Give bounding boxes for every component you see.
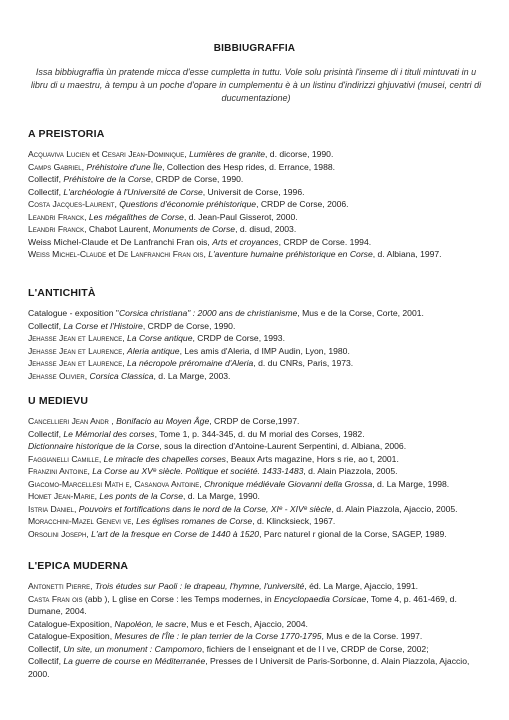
- entry-text: ,: [87, 466, 93, 476]
- entry-publication: , CRDP de Corse, 2006.: [256, 199, 349, 209]
- entry-coauthor: Casanova Antoine: [134, 478, 200, 489]
- bibliography-entry: [28, 345, 484, 358]
- entry-text: (abb ), L glise en Corse : les Temps modernes, in: [82, 593, 275, 604]
- entry-publication: , CRDP de Corse,1997.: [209, 416, 300, 426]
- entry-title: Dictionnaire historique de la Corse: [28, 441, 160, 451]
- entry-publication: , Tome 4, p. 461-469, d. Dumane, 2004.: [28, 593, 457, 616]
- section-preistoria: [28, 128, 484, 261]
- entry-text: Catalogue-Exposition,: [28, 631, 115, 641]
- entry-text: ,: [111, 416, 117, 426]
- entry-publication: , d. La Marge, 1998.: [372, 478, 450, 489]
- entry-title: Les églises romanes de Corse: [136, 516, 253, 526]
- entry-title: Lumières de granite: [189, 149, 266, 159]
- entry-title: La nécropole préromaine d'Aleria: [127, 358, 254, 368]
- entry-title: La Corse et l'Histoire: [63, 320, 143, 331]
- entry-author: Weiss Michel-Claude: [28, 249, 107, 259]
- bibliography-entry: [28, 428, 484, 441]
- entry-author: Istria Daniel: [28, 503, 74, 514]
- bibliography-entry: [28, 415, 484, 428]
- entry-text: Collectif,: [28, 643, 64, 654]
- bibliography-entry: [28, 490, 484, 503]
- entry-title: Le miracle des chapelles corses: [103, 453, 226, 464]
- entry-publication: , Mus e de la Corse. 1997.: [321, 631, 423, 641]
- entry-title: Préhistoire de la Corse: [63, 174, 151, 184]
- entry-author: Acquaviva Lucien: [28, 149, 90, 159]
- entry-text: ,: [131, 516, 137, 526]
- entry-text: Catalogue - exposition ": [28, 308, 119, 318]
- entry-title: L'art de la fresque en Corse de 1440 à 1520: [91, 528, 260, 539]
- entry-title: Napoléon, le sacre: [114, 618, 187, 629]
- bibliography-entry: [28, 173, 484, 186]
- entry-text: ,: [203, 249, 209, 259]
- section-title: A PREISTORIA: [28, 128, 105, 140]
- entry-title: La Corse antique: [127, 333, 193, 343]
- entry-text: , Chabot Laurent,: [84, 224, 153, 234]
- entry-author: Jehasse Olivier: [28, 370, 85, 381]
- entry-author: Leandri Franck: [28, 211, 85, 222]
- section-epica-muderna: [28, 560, 484, 680]
- entry-title: Corsica Classica: [89, 370, 154, 381]
- entry-author: Jehasse Jean et Laurence: [28, 358, 123, 368]
- section-antichita: [28, 287, 484, 382]
- entry-author: Antonetti Pierre: [28, 581, 91, 591]
- entry-publication: , d. Klincksieck, 1967.: [252, 516, 336, 526]
- intro-paragraph: Issa bibbiugraffia ùn pratende micca d'esse cumpletta in tuttu. Vole solu prisintà l'inseme di i tituli mintuvati in u libru di u maestru, à tempu à un poche d'opare in cumplementu è à un listinu d'indirizzi ghjuvativi (musei, centri di ducumentazione): [30, 67, 482, 103]
- entry-text: ,: [98, 453, 104, 464]
- entry-title: La Corse au XVᵉ siècle. Politique et société. 1433-1483: [92, 466, 304, 476]
- entry-text: ,: [90, 581, 95, 591]
- entry-publication: , d. Alain Piazzola, 2005.: [303, 466, 398, 476]
- entry-title: Bonifacio au Moyen Âge: [116, 416, 210, 426]
- bibliography-entry: [28, 370, 484, 383]
- bibliography-entry: [28, 223, 484, 236]
- bibliography-entry: [28, 161, 484, 174]
- entry-text: Collectif,: [28, 174, 64, 184]
- bibliography-entry: [28, 357, 484, 370]
- entry-author: Homet Jean-Marie: [28, 491, 95, 501]
- entry-list: [28, 415, 484, 540]
- entry-author: Giacomo-Marcellesi Math e: [28, 478, 130, 489]
- entry-publication: , d. La Marge, 1990.: [182, 491, 260, 501]
- entry-author: Casta Fran ois: [28, 593, 83, 604]
- entry-title: Mesures de l'Île : le plan terrier de la Corse 1770-1795: [114, 631, 322, 641]
- entry-author: Moracchini-Mazel Genevi ve: [28, 516, 132, 526]
- entry-title: Arts et croyances: [212, 236, 279, 247]
- bibliography-entry: [28, 186, 484, 199]
- entry-title: Préhistoire d'une Île: [86, 161, 163, 172]
- entry-title: Pouvoirs et fortifications dans le nord de la Corse, XIᵉ - XIVᵉ siècle: [78, 503, 332, 514]
- bibliography-entry: [28, 618, 484, 631]
- section-medievu: [28, 395, 484, 540]
- entry-list: [28, 580, 484, 680]
- entry-publication: , d. La Marge, 2003.: [153, 370, 231, 381]
- entry-publication: , Parc naturel r gional de la Corse, SAGEP, 1989.: [259, 528, 447, 539]
- entry-title: Le Mémorial des corses: [63, 428, 155, 439]
- bibliography-entry: [28, 307, 484, 320]
- bibliography-entry: [28, 528, 484, 541]
- bibliography-entry: [28, 655, 484, 680]
- bibliography-entry: [28, 332, 484, 345]
- entry-publication: , Tome 1, p. 344-345, d. du M morial des Corses, 1982.: [154, 428, 365, 439]
- entry-list: [28, 307, 484, 382]
- entry-title: La guerre de course en Méditerranée: [63, 656, 206, 666]
- entry-text: Catalogue-Exposition,: [28, 618, 115, 629]
- entry-publication: , CRDP de Corse, 1990.: [142, 320, 236, 331]
- entry-text: ,: [84, 211, 89, 222]
- entry-text: Weiss Michel-Claude et De Lanfranchi Fran ois,: [28, 236, 213, 247]
- entry-publication: , Beaux Arts magazine, Hors s rie, ao t, 2001.: [225, 453, 399, 464]
- entry-text: ,: [199, 478, 205, 489]
- entry-publication: , sous la direction d'Antoine-Laurent Serpentini, d. Albiana, 2006.: [159, 441, 407, 451]
- bibliography-entry: [28, 478, 484, 491]
- entry-publication: , CRDP de Corse, 1990.: [150, 174, 244, 184]
- entry-author: Jehasse Jean et Laurence: [28, 333, 123, 343]
- entry-text: Collectif,: [28, 428, 64, 439]
- bibliography-entry: [28, 198, 484, 211]
- entry-text: et: [106, 249, 119, 259]
- entry-text: et: [89, 149, 102, 159]
- entry-publication: , fichiers de l enseignant et de l l ve, CRDP de Corse, 2002;: [201, 643, 429, 654]
- entry-title: Les mégalithes de Corse: [88, 211, 184, 222]
- entry-publication: , d. disud, 2003.: [235, 224, 297, 234]
- entry-list: [28, 148, 484, 261]
- bibliography-entry: [28, 643, 484, 656]
- entry-title: Questions d'économie préhistorique: [119, 199, 257, 209]
- entry-text: ,: [122, 333, 128, 343]
- entry-text: ,: [184, 149, 190, 159]
- entry-author: Camps Gabriel: [28, 161, 82, 172]
- bibliography-entry: [28, 465, 484, 478]
- entry-publication: , éd. La Marge, Ajaccio, 1991.: [304, 581, 419, 591]
- section-title: U MEDIEVU: [28, 395, 89, 407]
- bibliography-entry: [28, 630, 484, 643]
- entry-publication: , CRDP de Corse, 1993.: [192, 333, 285, 343]
- entry-title: Chronique médiévale Giovanni della Grossa: [204, 478, 373, 489]
- entry-publication: , Mus e et Fesch, Ajaccio, 2004.: [186, 618, 308, 629]
- entry-text: ,: [86, 528, 92, 539]
- entry-title: Aleria antique: [127, 345, 180, 356]
- entry-publication: , Presses de l Universit de Paris-Sorbonne, d. Alain Piazzola, Ajaccio, 2000.: [28, 656, 470, 679]
- entry-publication: , d. dicorse, 1990.: [265, 149, 334, 159]
- entry-text: ,: [129, 478, 135, 489]
- entry-text: ,: [122, 358, 128, 368]
- entry-text: Collectif,: [28, 320, 64, 331]
- entry-author: Leandri Franck: [28, 224, 85, 234]
- entry-text: ,: [114, 199, 120, 209]
- section-title: L'ANTICHITÀ: [28, 287, 96, 299]
- bibliography-entry: [28, 580, 484, 593]
- entry-title: Monuments de Corse: [152, 224, 236, 234]
- entry-title: Un site, un monument : Campomoro: [63, 643, 202, 654]
- entry-publication: , d. Jean-Paul Gisserot, 2000.: [183, 211, 298, 222]
- entry-text: ,: [84, 370, 90, 381]
- entry-publication: , CRDP de Corse. 1994.: [278, 236, 372, 247]
- entry-author: Costa Jacques-Laurent: [28, 199, 115, 209]
- entry-publication: , d. du CNRs, Paris, 1973.: [253, 358, 354, 368]
- entry-author: Jehasse Jean et Laurence: [28, 345, 123, 356]
- entry-coauthor: De Lanfranchi Fran ois: [118, 249, 204, 259]
- entry-coauthor: Cesari Jean-Dominique: [101, 149, 185, 159]
- entry-title: Trois études sur Paoli : le drapeau, l'hymne, l'université: [94, 581, 305, 591]
- entry-title: L'aventure humaine préhistorique en Corse: [208, 249, 373, 259]
- bibliography-entry: [28, 236, 484, 249]
- bibliography-entry: [28, 453, 484, 466]
- entry-text: Collectif,: [28, 656, 64, 666]
- page-title: BIBBIUGRAFFIA: [213, 43, 296, 54]
- entry-title: Corsica christiana" : 2000 ans de christianisme: [118, 308, 298, 318]
- entry-title: Les ponts de la Corse: [99, 491, 183, 501]
- entry-author: Cancellieri Jean Andr: [28, 416, 112, 426]
- bibliography-entry: [28, 320, 484, 333]
- bibliography-entry: [28, 503, 484, 516]
- entry-publication: , d. Albiana, 1997.: [372, 249, 442, 259]
- entry-publication: , d. Alain Piazzola, Ajaccio, 2005.: [331, 503, 458, 514]
- bibliography-entry: [28, 148, 484, 161]
- entry-publication: , Les amis d'Aleria, d IMP Audin, Lyon, 1980.: [179, 345, 350, 356]
- entry-text: Collectif,: [28, 186, 64, 197]
- bibliography-entry: [28, 248, 484, 261]
- entry-title: L'archéologie à l'Université de Corse: [63, 186, 203, 197]
- bibliography-entry: [28, 515, 484, 528]
- bibliography-entry: [28, 440, 484, 453]
- entry-author: Faggianelli Camille: [28, 453, 99, 464]
- entry-author: Franzini Antoine: [28, 466, 88, 476]
- entry-publication: , Mus e de la Corse, Corte, 2001.: [297, 308, 424, 318]
- entry-publication: , Collection des Hesp rides, d. Errance, 1988.: [162, 161, 336, 172]
- section-title: L'EPICA MUDERNA: [28, 560, 129, 572]
- entry-text: ,: [122, 345, 128, 356]
- entry-text: ,: [74, 503, 79, 514]
- entry-publication: , Universit de Corse, 1996.: [202, 186, 305, 197]
- entry-title: Encyclopaedia Corsicae: [274, 593, 367, 604]
- entry-text: ,: [94, 491, 100, 501]
- bibliography-entry: [28, 593, 484, 618]
- entry-author: Orsolini Joseph: [28, 528, 87, 539]
- entry-text: ,: [81, 161, 87, 172]
- bibliography-entry: [28, 211, 484, 224]
